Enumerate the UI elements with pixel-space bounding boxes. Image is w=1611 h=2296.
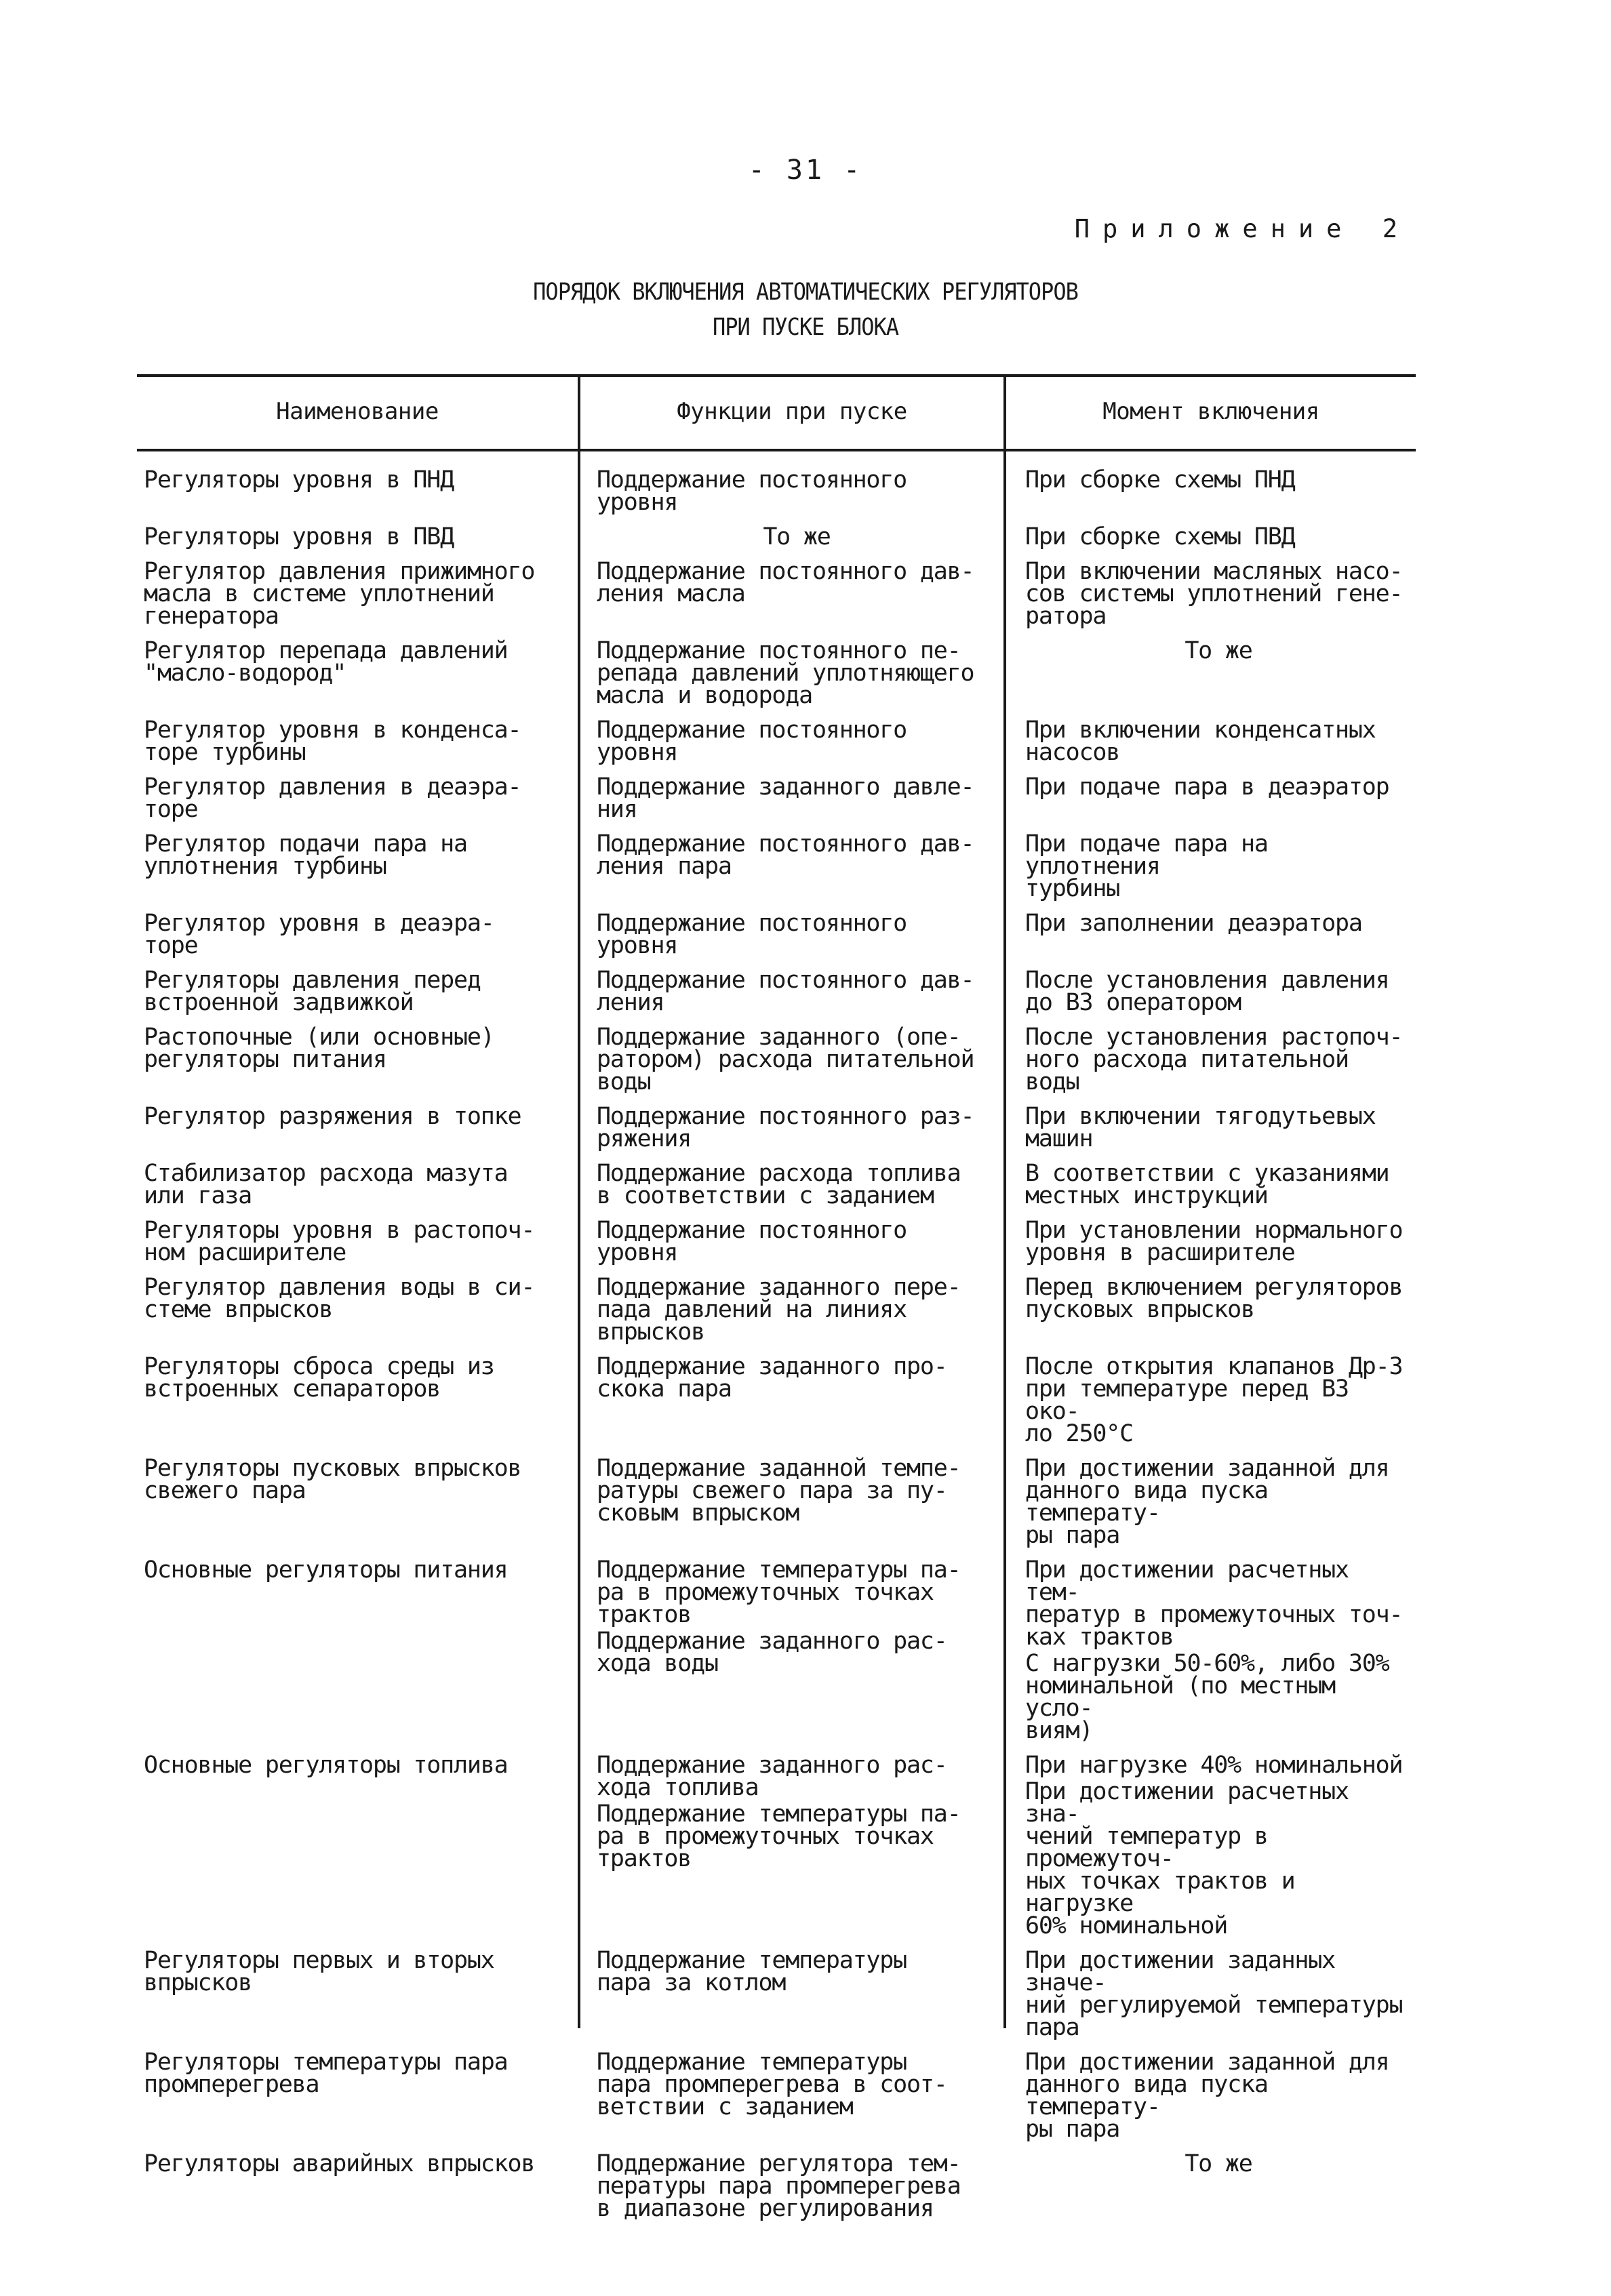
- regulator-name: Регулятор разряжения в топке: [144, 1103, 521, 1130]
- activation-moment-text: При заполнении деаэратора: [1025, 910, 1362, 937]
- startup-function: [578, 1026, 1003, 1093]
- regulator-name: Регулятор давления воды в си- стеме впрысков: [144, 1274, 535, 1323]
- startup-function: [578, 637, 1003, 709]
- startup-function: [578, 1276, 1003, 1344]
- activation-moment-text: При включении конденсатных насосов: [1025, 717, 1376, 766]
- startup-function-text: Поддержание заданного пере- пада давлений на линиях впрысков: [597, 1274, 961, 1346]
- startup-function-text: Поддержание постоянного уровня: [597, 910, 907, 959]
- startup-function: [578, 558, 1003, 628]
- activation-moment: [1003, 969, 1416, 1014]
- activation-moment: [1003, 830, 1416, 902]
- activation-moment: [1003, 1276, 1416, 1344]
- activation-moment: [1003, 1026, 1416, 1093]
- startup-function: [578, 830, 1003, 900]
- activation-moment-text: При включении тягодутьевых машин: [1025, 1103, 1376, 1152]
- table-row: [137, 1556, 1416, 1754]
- table-row: [137, 1160, 1416, 1220]
- regulator-name: Регуляторы уровня в ПВД: [144, 523, 454, 550]
- startup-function: [578, 719, 1003, 764]
- startup-function-text: Поддержание постоянного дав- ления пара: [597, 830, 974, 880]
- startup-function: [578, 1754, 1003, 1937]
- startup-function: [578, 523, 1003, 550]
- regulator-name: Регулятор давления в деаэра- торе: [144, 773, 521, 823]
- table-row: [137, 466, 1416, 526]
- startup-function-text: Поддержание температуры пара промперегрева в соот- ветствии с заданием: [597, 2049, 947, 2120]
- activation-moment: [1003, 523, 1416, 550]
- activation-moment-text: То же: [1185, 637, 1252, 664]
- activation-moment: [1003, 1457, 1416, 1547]
- startup-function-text: Поддержание постоянного пе- репада давлений уплотняющего масла и водорода: [597, 637, 974, 709]
- header-function: Функции при пуске: [677, 397, 907, 425]
- startup-function-text: Поддержание постоянного дав- ления: [597, 967, 974, 1016]
- activation-moment-text: При установлении нормального уровня в расширителе: [1025, 1217, 1403, 1266]
- activation-moment-text: При подаче пара в деаэратор: [1025, 773, 1389, 801]
- table-row: [137, 1754, 1416, 1950]
- activation-moment: [1003, 2150, 1416, 2220]
- table-row: [137, 719, 1416, 776]
- startup-function-text: Поддержание заданной темпе- ратуры свежего пара за пу- сковым впрыском: [597, 1455, 961, 1527]
- table-row: [137, 523, 1416, 561]
- regulator-name: Регуляторы уровня в растопоч- ном расширителе: [144, 1217, 535, 1266]
- table-row: [137, 1217, 1416, 1276]
- startup-function-text: Поддержание заданного давле- ния: [597, 773, 974, 823]
- table-row: [137, 1276, 1416, 1356]
- activation-moment: [1003, 719, 1416, 764]
- activation-moment: [1003, 1754, 1416, 1937]
- activation-moment-text: При достижении заданной для данного вида пуска температу- ры пара: [1025, 1455, 1389, 1549]
- activation-moment: [1003, 912, 1416, 957]
- startup-function: [578, 2150, 1003, 2222]
- activation-moment-text: При сборке схемы ПНД: [1025, 466, 1295, 494]
- regulator-name: Стабилизатор расхода мазута или газа: [144, 1160, 508, 1209]
- startup-function: [578, 1353, 1003, 1445]
- activation-moment-text: После открытия клапанов Др-3 при температуре перед ВЗ око- ло 250°С: [1025, 1353, 1403, 1447]
- startup-function-text: То же: [763, 523, 831, 550]
- activation-moment-secondary: При достижении расчетных зна- чений температур в промежуточ- ных точках трактов и нагрузке 60% номинальной: [1025, 1778, 1349, 1939]
- regulator-name: Основные регуляторы питания: [144, 1556, 508, 1584]
- activation-moment: [1003, 637, 1416, 707]
- activation-moment-text: При сборке схемы ПВД: [1025, 523, 1295, 550]
- activation-moment: [1003, 1103, 1416, 1152]
- activation-moment: [1003, 466, 1416, 514]
- header-name: Наименование: [276, 397, 439, 425]
- activation-moment: [1003, 1160, 1416, 1209]
- regulator-name: Регуляторы давления перед встроенной задвижкой: [144, 967, 481, 1016]
- activation-moment-text: При достижении расчетных тем- ператур в промежуточных точ- ках трактов: [1025, 1556, 1403, 1651]
- startup-function: [578, 1217, 1003, 1266]
- startup-function-text: Поддержание постоянного дав- ления масла: [597, 558, 974, 607]
- document-title: [0, 274, 1611, 344]
- startup-function: [578, 1947, 1003, 2039]
- startup-function-text: Поддержание температуры пара за котлом: [597, 1947, 907, 1996]
- regulator-name: Основные регуляторы топлива: [144, 1752, 508, 1779]
- title-line-2: ПРИ ПУСКЕ БЛОКА: [713, 313, 898, 341]
- activation-moment-text: При подаче пара на уплотнения турбины: [1025, 830, 1268, 902]
- startup-function: [578, 969, 1003, 1014]
- regulator-name: Регуляторы пусковых впрысков свежего пара: [144, 1455, 521, 1504]
- table-row: [137, 2051, 1416, 2153]
- header-moment: Момент включения: [1102, 397, 1319, 425]
- startup-function-text: Поддержание постоянного уровня: [597, 717, 907, 766]
- startup-function-text: Поддержание постоянного раз- ряжения: [597, 1103, 974, 1152]
- startup-function: [578, 1457, 1003, 1547]
- startup-function-text: Поддержание постоянного уровня: [597, 466, 907, 516]
- regulator-name: Регулятор давления прижимного масла в системе уплотнений генератора: [144, 558, 535, 630]
- regulator-name: Растопочные (или основные) регуляторы питания: [144, 1024, 494, 1073]
- activation-moment: [1003, 1947, 1416, 2041]
- activation-moment: [1003, 1353, 1416, 1447]
- activation-moment: [1003, 1556, 1416, 1744]
- table-row: [137, 1353, 1416, 1457]
- activation-moment-text: При включении масляных насо- сов системы уплотнений гене- ратора: [1025, 558, 1403, 630]
- startup-function-text: Поддержание расхода топлива в соответствии с заданием: [597, 1160, 961, 1209]
- activation-moment: [1003, 773, 1416, 821]
- regulator-name: Регулятор подачи пара на уплотнения турбины: [144, 830, 467, 880]
- table-row: [137, 830, 1416, 912]
- startup-function-text: Поддержание регулятора тем- пературы пара промперегрева в диапазоне регулирования: [597, 2150, 961, 2222]
- regulator-name: Регуляторы сброса среды из встроенных сепараторов: [144, 1353, 494, 1403]
- table-row: [137, 1026, 1416, 1106]
- table-row: [137, 1103, 1416, 1163]
- startup-function: [578, 773, 1003, 823]
- startup-function: [578, 466, 1003, 516]
- table-row: [137, 969, 1416, 1026]
- regulator-name: Регуляторы уровня в ПНД: [144, 466, 454, 494]
- activation-moment: [1003, 1217, 1416, 1266]
- table-row: [137, 912, 1416, 969]
- page-number: - 31 -: [748, 155, 863, 186]
- activation-moment-text: При нагрузке 40% номинальной: [1025, 1752, 1403, 1779]
- regulator-name: Регулятор перепада давлений "масло-водород": [144, 637, 508, 687]
- startup-function: [578, 2051, 1003, 2141]
- activation-moment-text: После установления растопоч- ного расхода питательной воды: [1025, 1024, 1403, 1095]
- activation-moment-text: При достижении заданной для данного вида пуска температу- ры пара: [1025, 2049, 1389, 2143]
- startup-function-text: Поддержание заданного (опе- ратором) расхода питательной воды: [597, 1024, 974, 1095]
- table-row: [137, 1457, 1416, 1559]
- activation-moment-text: При достижении заданных значе- ний регулируемой температуры пара: [1025, 1947, 1403, 2041]
- table-row: [137, 637, 1416, 719]
- header-bottom-rule: [137, 449, 1416, 451]
- activation-moment: [1003, 2051, 1416, 2141]
- startup-function-secondary: Поддержание заданного рас- хода воды: [597, 1628, 947, 1677]
- startup-function-text: Поддержание температуры па- ра в промежуточных точках трактов: [597, 1556, 961, 1628]
- regulator-name: Регулятор уровня в конденса- торе турбины: [144, 717, 521, 766]
- startup-function-text: Поддержание заданного рас- хода топлива: [597, 1752, 947, 1801]
- table-row: [137, 558, 1416, 640]
- activation-moment-text: В соответствии с указаниями местных инструкций: [1025, 1160, 1389, 1209]
- regulator-name: Регуляторы первых и вторых впрысков: [144, 1947, 494, 1996]
- activation-moment-text: То же: [1185, 2150, 1252, 2177]
- startup-function: [578, 1556, 1003, 1742]
- activation-moment-text: Перед включением регуляторов пусковых впрысков: [1025, 1274, 1403, 1323]
- startup-function-secondary: Поддержание температуры па- ра в промежуточных точках трактов: [597, 1800, 961, 1872]
- title-line-1: ПОРЯДОК ВКЛЮЧЕНИЯ АВТОМАТИЧЕСКИХ РЕГУЛЯТОРОВ: [533, 277, 1078, 306]
- activation-moment-text: После установления давления до ВЗ оператором: [1025, 967, 1389, 1016]
- table-row: [137, 773, 1416, 833]
- table-row: [137, 2150, 1416, 2232]
- regulator-name: Регулятор уровня в деаэра- торе: [144, 910, 494, 959]
- startup-function: [578, 1160, 1003, 1209]
- table-row: [137, 1947, 1416, 2051]
- activation-moment-secondary: С нагрузки 50-60%, либо 30% номинальной (по местным усло- виям): [1025, 1650, 1389, 1744]
- regulator-name: Регуляторы температуры пара промперегрева: [144, 2049, 508, 2098]
- startup-function-text: Поддержание заданного про- скока пара: [597, 1353, 947, 1403]
- table-body: [137, 466, 1416, 2232]
- startup-function-text: Поддержание постоянного уровня: [597, 1217, 907, 1266]
- appendix-label: Приложение 2: [1074, 214, 1410, 243]
- regulator-name: Регуляторы аварийных впрысков: [144, 2150, 535, 2177]
- startup-function: [578, 1103, 1003, 1152]
- startup-function: [578, 912, 1003, 957]
- activation-moment: [1003, 558, 1416, 630]
